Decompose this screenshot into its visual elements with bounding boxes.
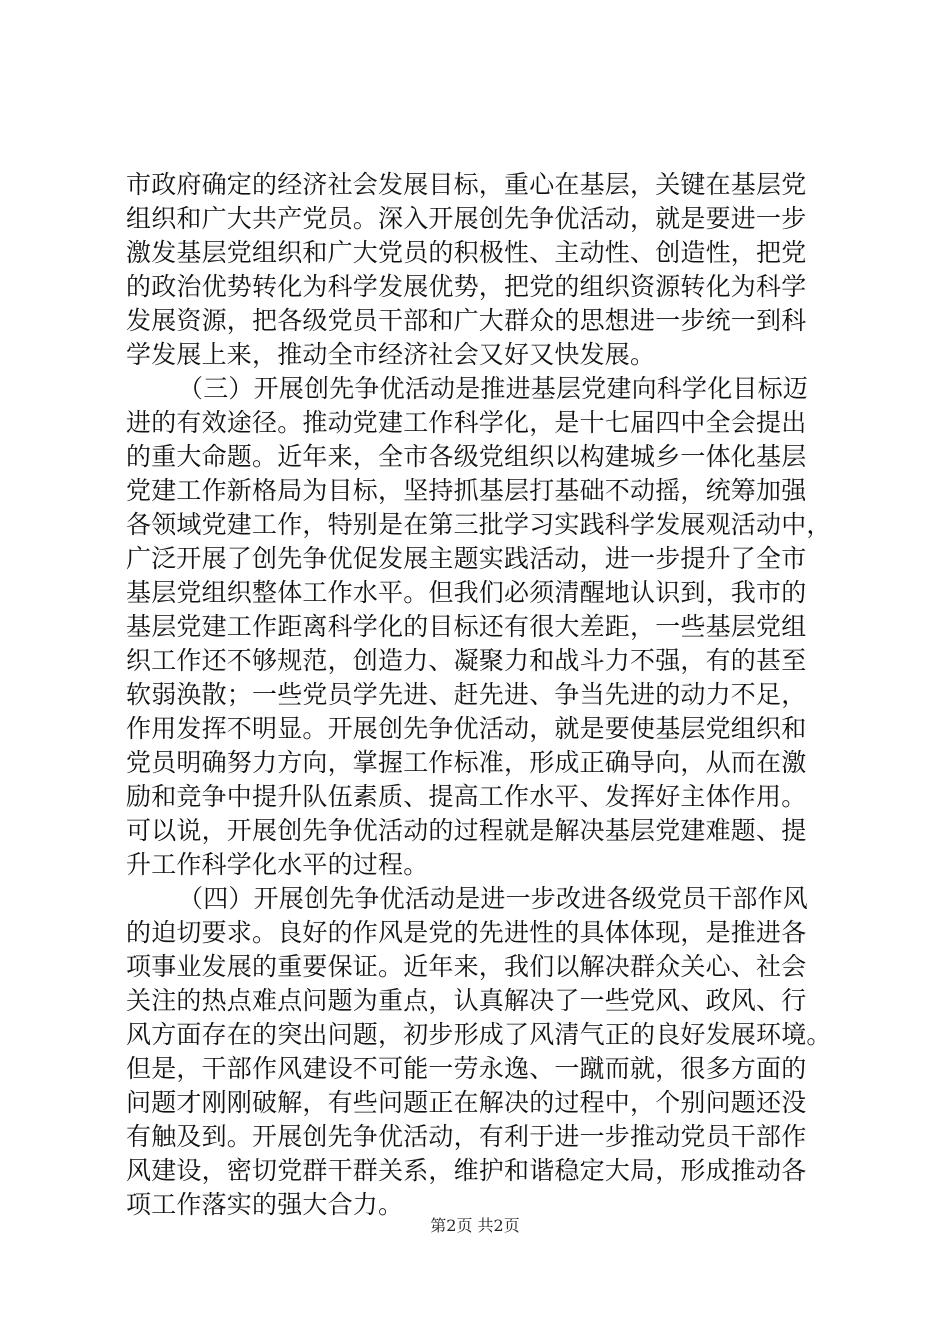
text-line: 党员明确努力方向，掌握工作标准，形成正确导向，从而在激 <box>126 748 807 777</box>
text-line: 的政治优势转化为科学发展优势，把党的组织资源转化为科学 <box>126 272 807 301</box>
text-line: 学发展上来，推动全市经济社会又好又快发展。 <box>126 340 656 369</box>
text-line: 激发基层党组织和广大党员的积极性、主动性、创造性，把党 <box>126 238 807 267</box>
text-line: 风方面存在的突出问题，初步形成了风清气正的良好发展环境。 <box>126 1020 832 1049</box>
text-line: 项工作落实的强大合力。 <box>126 1190 404 1219</box>
text-line: 软弱涣散；一些党员学先进、赶先进、争当先进的动力不足， <box>126 680 807 709</box>
text-line: 作用发挥不明显。开展创先争优活动，就是要使基层党组织和 <box>126 714 807 743</box>
document-body <box>126 168 846 1222</box>
text-line: 升工作科学化水平的过程。 <box>126 850 429 879</box>
text-line: 项事业发展的重要保证。近年来，我们以解决群众关心、社会 <box>126 952 807 981</box>
text-line: 可以说，开展创先争优活动的过程就是解决基层党建难题、提 <box>126 816 807 845</box>
paragraph-heading-three: （三）开展创先争优活动是推进基层党建向科学化目标迈 <box>178 374 809 403</box>
text-line: 关注的热点难点问题为重点，认真解决了一些党风、政风、行 <box>126 986 807 1015</box>
text-line: 发展资源，把各级党员干部和广大群众的思想进一步统一到科 <box>126 306 807 335</box>
text-line: 但是，干部作风建设不可能一劳永逸、一蹴而就，很多方面的 <box>126 1054 807 1083</box>
text-line: 党建工作新格局为目标，坚持抓基层打基础不动摇，统筹加强 <box>126 476 807 505</box>
text-line: 风建设，密切党群干群关系，维护和谐稳定大局，形成推动各 <box>126 1156 807 1185</box>
text-line: 织工作还不够规范，创造力、凝聚力和战斗力不强，有的甚至 <box>126 646 807 675</box>
text-line: 问题才刚刚破解，有些问题正在解决的过程中，个别问题还没 <box>126 1088 807 1117</box>
text-line: 励和竞争中提升队伍素质、提高工作水平、发挥好主体作用。 <box>126 782 807 811</box>
paragraph-heading-four: （四）开展创先争优活动是进一步改进各级党员干部作风 <box>178 884 809 913</box>
text-line: 有触及到。开展创先争优活动，有利于进一步推动党员干部作 <box>126 1122 807 1151</box>
text-line: 各领域党建工作，特别是在第三批学习实践科学发展观活动中， <box>126 510 832 539</box>
text-line: 的重大命题。近年来，全市各级党组织以构建城乡一体化基层 <box>126 442 807 471</box>
page-number-footer: 第2页 共2页 <box>430 1216 520 1235</box>
text-line: 组织和广大共产党员。深入开展创先争优活动，就是要进一步 <box>126 204 807 233</box>
text-line: 市政府确定的经济社会发展目标，重心在基层，关键在基层党 <box>126 170 807 199</box>
text-line: 基层党组织整体工作水平。但我们必须清醒地认识到，我市的 <box>126 578 807 607</box>
text-line: 广泛开展了创先争优促发展主题实践活动，进一步提升了全市 <box>126 544 807 573</box>
text-line: 进的有效途径。推动党建工作科学化，是十七届四中全会提出 <box>126 408 807 437</box>
text-line: 的迫切要求。良好的作风是党的先进性的具体体现，是推进各 <box>126 918 807 947</box>
text-line: 基层党建工作距离科学化的目标还有很大差距，一些基层党组 <box>126 612 807 641</box>
